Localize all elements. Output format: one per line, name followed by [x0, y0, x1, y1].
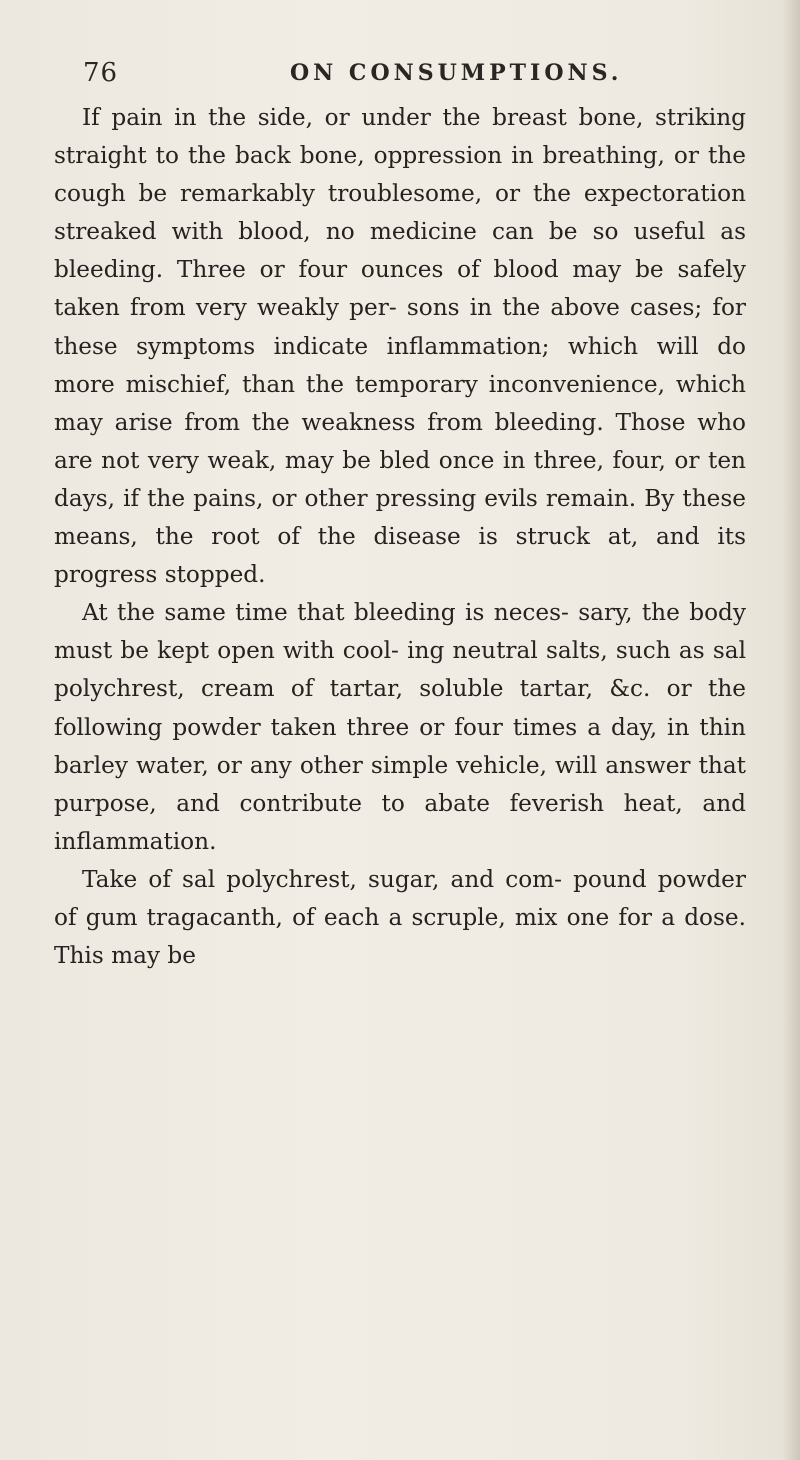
paragraph-recipe: Take of sal polychrest, sugar, and com- pound powder of gum tragacanth, of each a scruple, mix one for a dose. This may be — [54, 865, 746, 970]
paragraph-neutral-salts: At the same time that bleeding is neces- sary, the body must be kept open with cool- ing neutral salts, such as sal polychrest, cream of tartar, soluble tartar, &c. or the following powder taken three or four times a day, in thin barley water, or any other simple vehicle, will answer that purpose, and contribute to abate feverish heat, and inflammation. — [54, 599, 746, 855]
page-number: 76 — [83, 58, 119, 88]
page-header — [78, 58, 738, 94]
paragraph-bleeding: If pain in the side, or under the breast bone, striking straight to the back bone, oppression in breathing, or the cough be remarkably troublesome, or the expectoration streaked with blood, no medicine can be so useful as bleeding. Three or four ounces of blood may be safely taken from very weakly per- sons in the above cases; for these symptoms indicate inflammation; which will do more mischief, than the temporary inconvenience, which may arise from the weakness from bleeding. Those who are not very weak, may be bled once in three, four, or ten days, if the pains, or other pressing evils remain. By these means, the root of the disease is struck at, and its progress stopped. — [54, 104, 746, 589]
body-text — [54, 99, 746, 975]
page-edge-shadow — [782, 0, 800, 1460]
running-head: ON CONSUMPTIONS. — [290, 60, 623, 86]
